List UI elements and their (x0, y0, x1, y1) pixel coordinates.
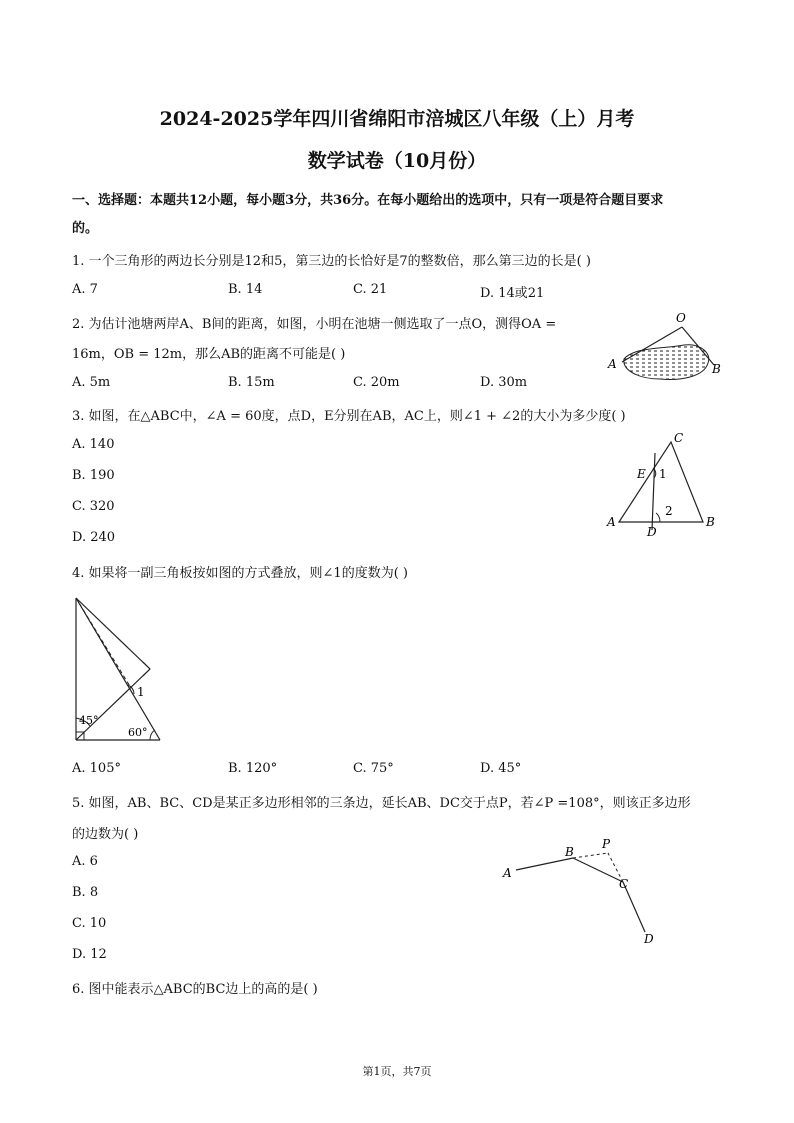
edge-ab (516, 858, 573, 870)
q4-option-c[interactable]: C. 75° (353, 761, 394, 776)
q5-label-b: B (565, 845, 574, 859)
q5-label-p: P (602, 837, 611, 851)
q2-pond-figure (600, 305, 730, 390)
q1-option-a[interactable]: A. 7 (72, 282, 98, 297)
q5-option-d[interactable]: D. 12 (72, 947, 107, 962)
q3-angle-1-label: 1 (659, 467, 667, 481)
q5-option-a[interactable]: A. 6 (72, 854, 98, 869)
q3-label-a: A (607, 515, 616, 529)
question-2-stem: 2. 为估计池塘两岸A、B间的距离，如图，小明在池塘一侧选取了一点O，测得OA = (72, 317, 557, 332)
question-1-stem: 1. 一个三角形的两边长分别是12和5，第三边的长恰好是7的整数倍，那么第三边的长是( ) (72, 254, 591, 269)
q4-angle-60-label: 60° (128, 726, 148, 739)
q4-angle-45-label: 45° (79, 714, 99, 727)
q2-option-b[interactable]: B. 15m (228, 375, 275, 390)
edge-bc (573, 858, 623, 882)
q3-label-c: C (674, 431, 684, 445)
q3-option-c[interactable]: C. 320 (72, 499, 115, 514)
q3-label-b: B (706, 515, 715, 529)
question-2-stem-cont: 16m，OB = 12m，那么AB的距离不可能是( ) (72, 347, 346, 362)
q3-label-e: E (637, 467, 646, 481)
q5-option-c[interactable]: C. 10 (72, 916, 107, 931)
line-ed (652, 453, 655, 530)
angle-2-arc (656, 513, 660, 522)
q2-option-a[interactable]: A. 5m (72, 375, 111, 390)
q1-option-b[interactable]: B. 14 (228, 282, 263, 297)
extension-ab (573, 853, 608, 858)
q3-option-a[interactable]: A. 140 (72, 437, 115, 452)
page-number: 第1页，共7页 (362, 1065, 432, 1078)
q2-label-a: A (608, 357, 617, 371)
q2-label-o: O (676, 311, 686, 325)
q5-option-b[interactable]: B. 8 (72, 885, 99, 900)
page-title-line2: 数学试卷（10月份） (307, 150, 487, 172)
q4-set-squares-figure (66, 590, 176, 750)
q5-label-a: A (503, 866, 512, 880)
q4-option-d[interactable]: D. 45° (480, 761, 522, 776)
q5-polygon-figure (495, 830, 670, 950)
q3-label-d: D (647, 525, 657, 539)
q2-option-c[interactable]: C. 20m (353, 375, 400, 390)
q2-label-b: B (712, 362, 721, 376)
question-5-stem-cont: 的边数为( ) (72, 827, 139, 842)
q5-label-c: C (619, 877, 629, 891)
page-title-line1: 2024-2025学年四川省绵阳市涪城区八年级（上）月考 (159, 108, 635, 130)
question-6-stem: 6. 图中能表示△ABC的BC边上的高的是( ) (72, 982, 318, 997)
question-3-stem: 3. 如图，在△ABC中，∠A = 60度，点D，E分别在AB，AC上，则∠1 + ∠2的大小为多少度( ) (72, 409, 626, 424)
q3-option-b[interactable]: B. 190 (72, 468, 115, 483)
section-heading: 一、选择题：本题共12小题，每小题3分，共36分。在每小题给出的选项中，只有一项是符合题目要求 (72, 193, 664, 208)
question-5-stem: 5. 如图，AB、BC、CD是某正多边形相邻的三条边，延长AB、DC交于点P，若∠P =108°，则该正多边形 (72, 796, 691, 811)
angle-60-arc (150, 730, 155, 740)
triangle-abc (619, 442, 703, 522)
q1-option-d[interactable]: D. 14或21 (480, 286, 545, 301)
q4-option-b[interactable]: B. 120° (228, 761, 278, 776)
section-heading-cont: 的。 (72, 221, 99, 236)
q5-label-d: D (644, 932, 654, 946)
q1-option-c[interactable]: C. 21 (353, 282, 388, 297)
pond-shape (624, 345, 709, 380)
q3-triangle-figure (600, 428, 730, 540)
q4-angle-1-label: 1 (137, 685, 145, 699)
q3-option-d[interactable]: D. 240 (72, 530, 116, 545)
question-4-stem: 4. 如果将一副三角板按如图的方式叠放，则∠1的度数为( ) (72, 566, 408, 581)
q4-option-a[interactable]: A. 105° (72, 761, 121, 776)
q3-angle-2-label: 2 (665, 504, 673, 518)
q2-option-d[interactable]: D. 30m (480, 375, 528, 390)
